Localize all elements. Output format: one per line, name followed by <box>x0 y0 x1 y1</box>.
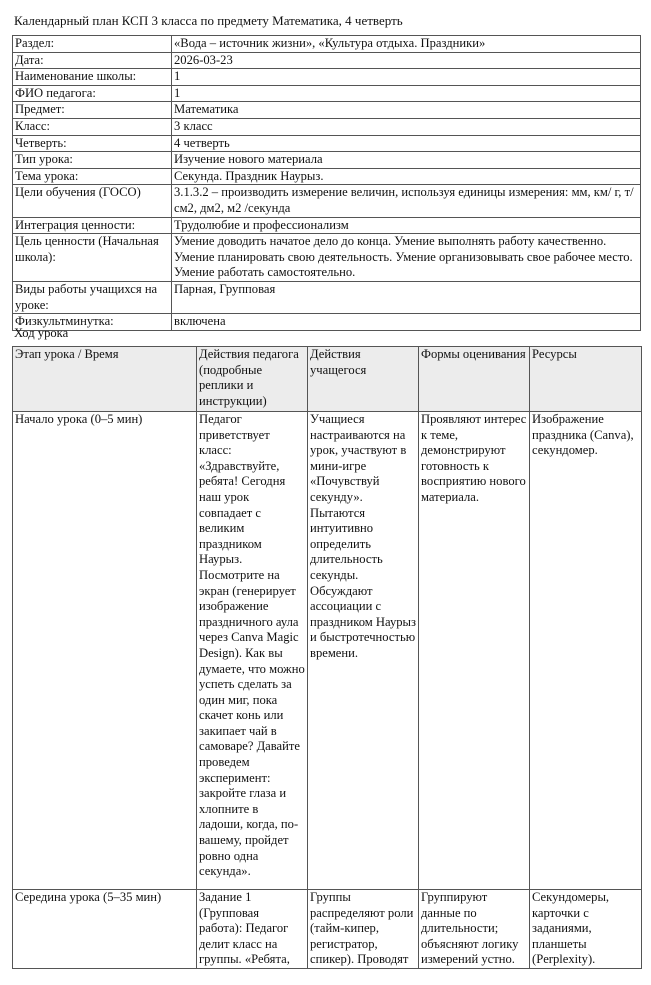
table-header-row <box>13 347 642 412</box>
info-row-value-integration <box>13 217 641 234</box>
info-label: Дата: <box>13 52 172 69</box>
info-label: Виды работы учащихся на уроке: <box>13 281 172 313</box>
table-row <box>13 412 642 890</box>
header-stage: Этап урока / Время <box>13 347 197 412</box>
info-value: «Вода – источник жизни», «Культура отдыха. Праздники» <box>172 36 641 53</box>
info-label: Физкультминутка: <box>13 314 172 331</box>
info-label: Раздел: <box>13 36 172 53</box>
info-row-subject <box>13 102 641 119</box>
header-resources: Ресурсы <box>530 347 642 412</box>
info-label: Цель ценности (Начальная школа): <box>13 234 172 282</box>
info-row-date <box>13 52 641 69</box>
cell-teacher-actions: Педагог приветствует класс: «Здравствуйте, ребята! Сегодня наш урок совпадает с великим праздником Наурыз. Посмотрите на экран (генерирует изображение праздничного аула через Canva Magic Design). Как вы думаете, что можно успеть сделать за один миг, пока скачет конь или закипает чай в самоваре? Давайте проведем эксперимент: закройте глаза и хлопните в ладоши, когда, по-вашему, пройдет ровно одна секунда». <box>197 412 308 890</box>
header-student-actions: Действия учащегося <box>308 347 419 412</box>
cell-stage: Начало урока (0–5 мин) <box>13 412 197 890</box>
lesson-info-table <box>12 35 641 331</box>
info-value: 1 <box>172 85 641 102</box>
section-heading: Ход урока <box>14 326 69 340</box>
info-row-work-types <box>13 281 641 313</box>
cell-resources: Изображение праздника (Canva), секундомер. <box>530 412 642 890</box>
info-label: Класс: <box>13 118 172 135</box>
info-row-lesson-type <box>13 152 641 169</box>
info-label: Предмет: <box>13 102 172 119</box>
cell-teacher-actions: Задание 1 (Групповая работа): Педагог делит класс на группы. «Ребята, <box>197 890 308 969</box>
info-value: включена <box>172 314 641 331</box>
info-label: Тема урока: <box>13 168 172 185</box>
info-row-exercise <box>13 314 641 331</box>
info-row-section <box>13 36 641 53</box>
info-row-goals <box>13 185 641 217</box>
cell-assessment: Группируют данные по длительности; объясняют логику измерений устно. <box>419 890 530 969</box>
info-row-teacher <box>13 85 641 102</box>
info-label: Интеграция ценности: <box>13 217 172 234</box>
cell-student-actions: Группы распределяют роли (тайм-кипер, регистратор, спикер). Проводят <box>308 890 419 969</box>
info-value: 1 <box>172 69 641 86</box>
info-value: Изучение нового материала <box>172 152 641 169</box>
info-label: Тип урока: <box>13 152 172 169</box>
info-value: Математика <box>172 102 641 119</box>
info-value: 3.1.3.2 – производить измерение величин, используя единицы измерения: мм, км/ г, т/см2, дм2, м2 /секунда <box>172 185 641 217</box>
lesson-course-table <box>12 346 642 969</box>
info-value: Умение доводить начатое дело до конца. Умение выполнять работу качественно. Умение планировать свою деятельность. Умение организовывать свое рабочее место. Умение работать самостоятельно. <box>172 234 641 282</box>
info-label: Четверть: <box>13 135 172 152</box>
cell-student-actions: Учащиеся настраиваются на урок, участвуют в мини-игре «Почувствуй секунду». Пытаются интуитивно определить длительность секунды. Обсуждают ассоциации с праздником Наурыз и быстротечностью времени. <box>308 412 419 890</box>
cell-resources: Секундомеры, карточки с заданиями, планшеты (Perplexity). <box>530 890 642 969</box>
info-row-class <box>13 118 641 135</box>
cell-stage: Середина урока (5–35 мин) <box>13 890 197 969</box>
header-teacher-actions: Действия педагога (подробные реплики и инструкции) <box>197 347 308 412</box>
info-row-value-goal <box>13 234 641 282</box>
cell-assessment: Проявляют интерес к теме, демонстрируют готовность к восприятию нового материала. <box>419 412 530 890</box>
info-row-topic <box>13 168 641 185</box>
page-title: Календарный план КСП 3 класса по предмету Математика, 4 четверть <box>14 13 403 28</box>
info-label: Цели обучения (ГОСО) <box>13 185 172 217</box>
info-value: Секунда. Праздник Наурыз. <box>172 168 641 185</box>
header-assessment: Формы оценивания <box>419 347 530 412</box>
info-value: 2026-03-23 <box>172 52 641 69</box>
info-row-quarter <box>13 135 641 152</box>
info-label: ФИО педагога: <box>13 85 172 102</box>
info-value: 4 четверть <box>172 135 641 152</box>
info-label: Наименование школы: <box>13 69 172 86</box>
info-value: Парная, Групповая <box>172 281 641 313</box>
info-value: Трудолюбие и профессионализм <box>172 217 641 234</box>
info-value: 3 класс <box>172 118 641 135</box>
table-row <box>13 890 642 969</box>
info-row-school <box>13 69 641 86</box>
